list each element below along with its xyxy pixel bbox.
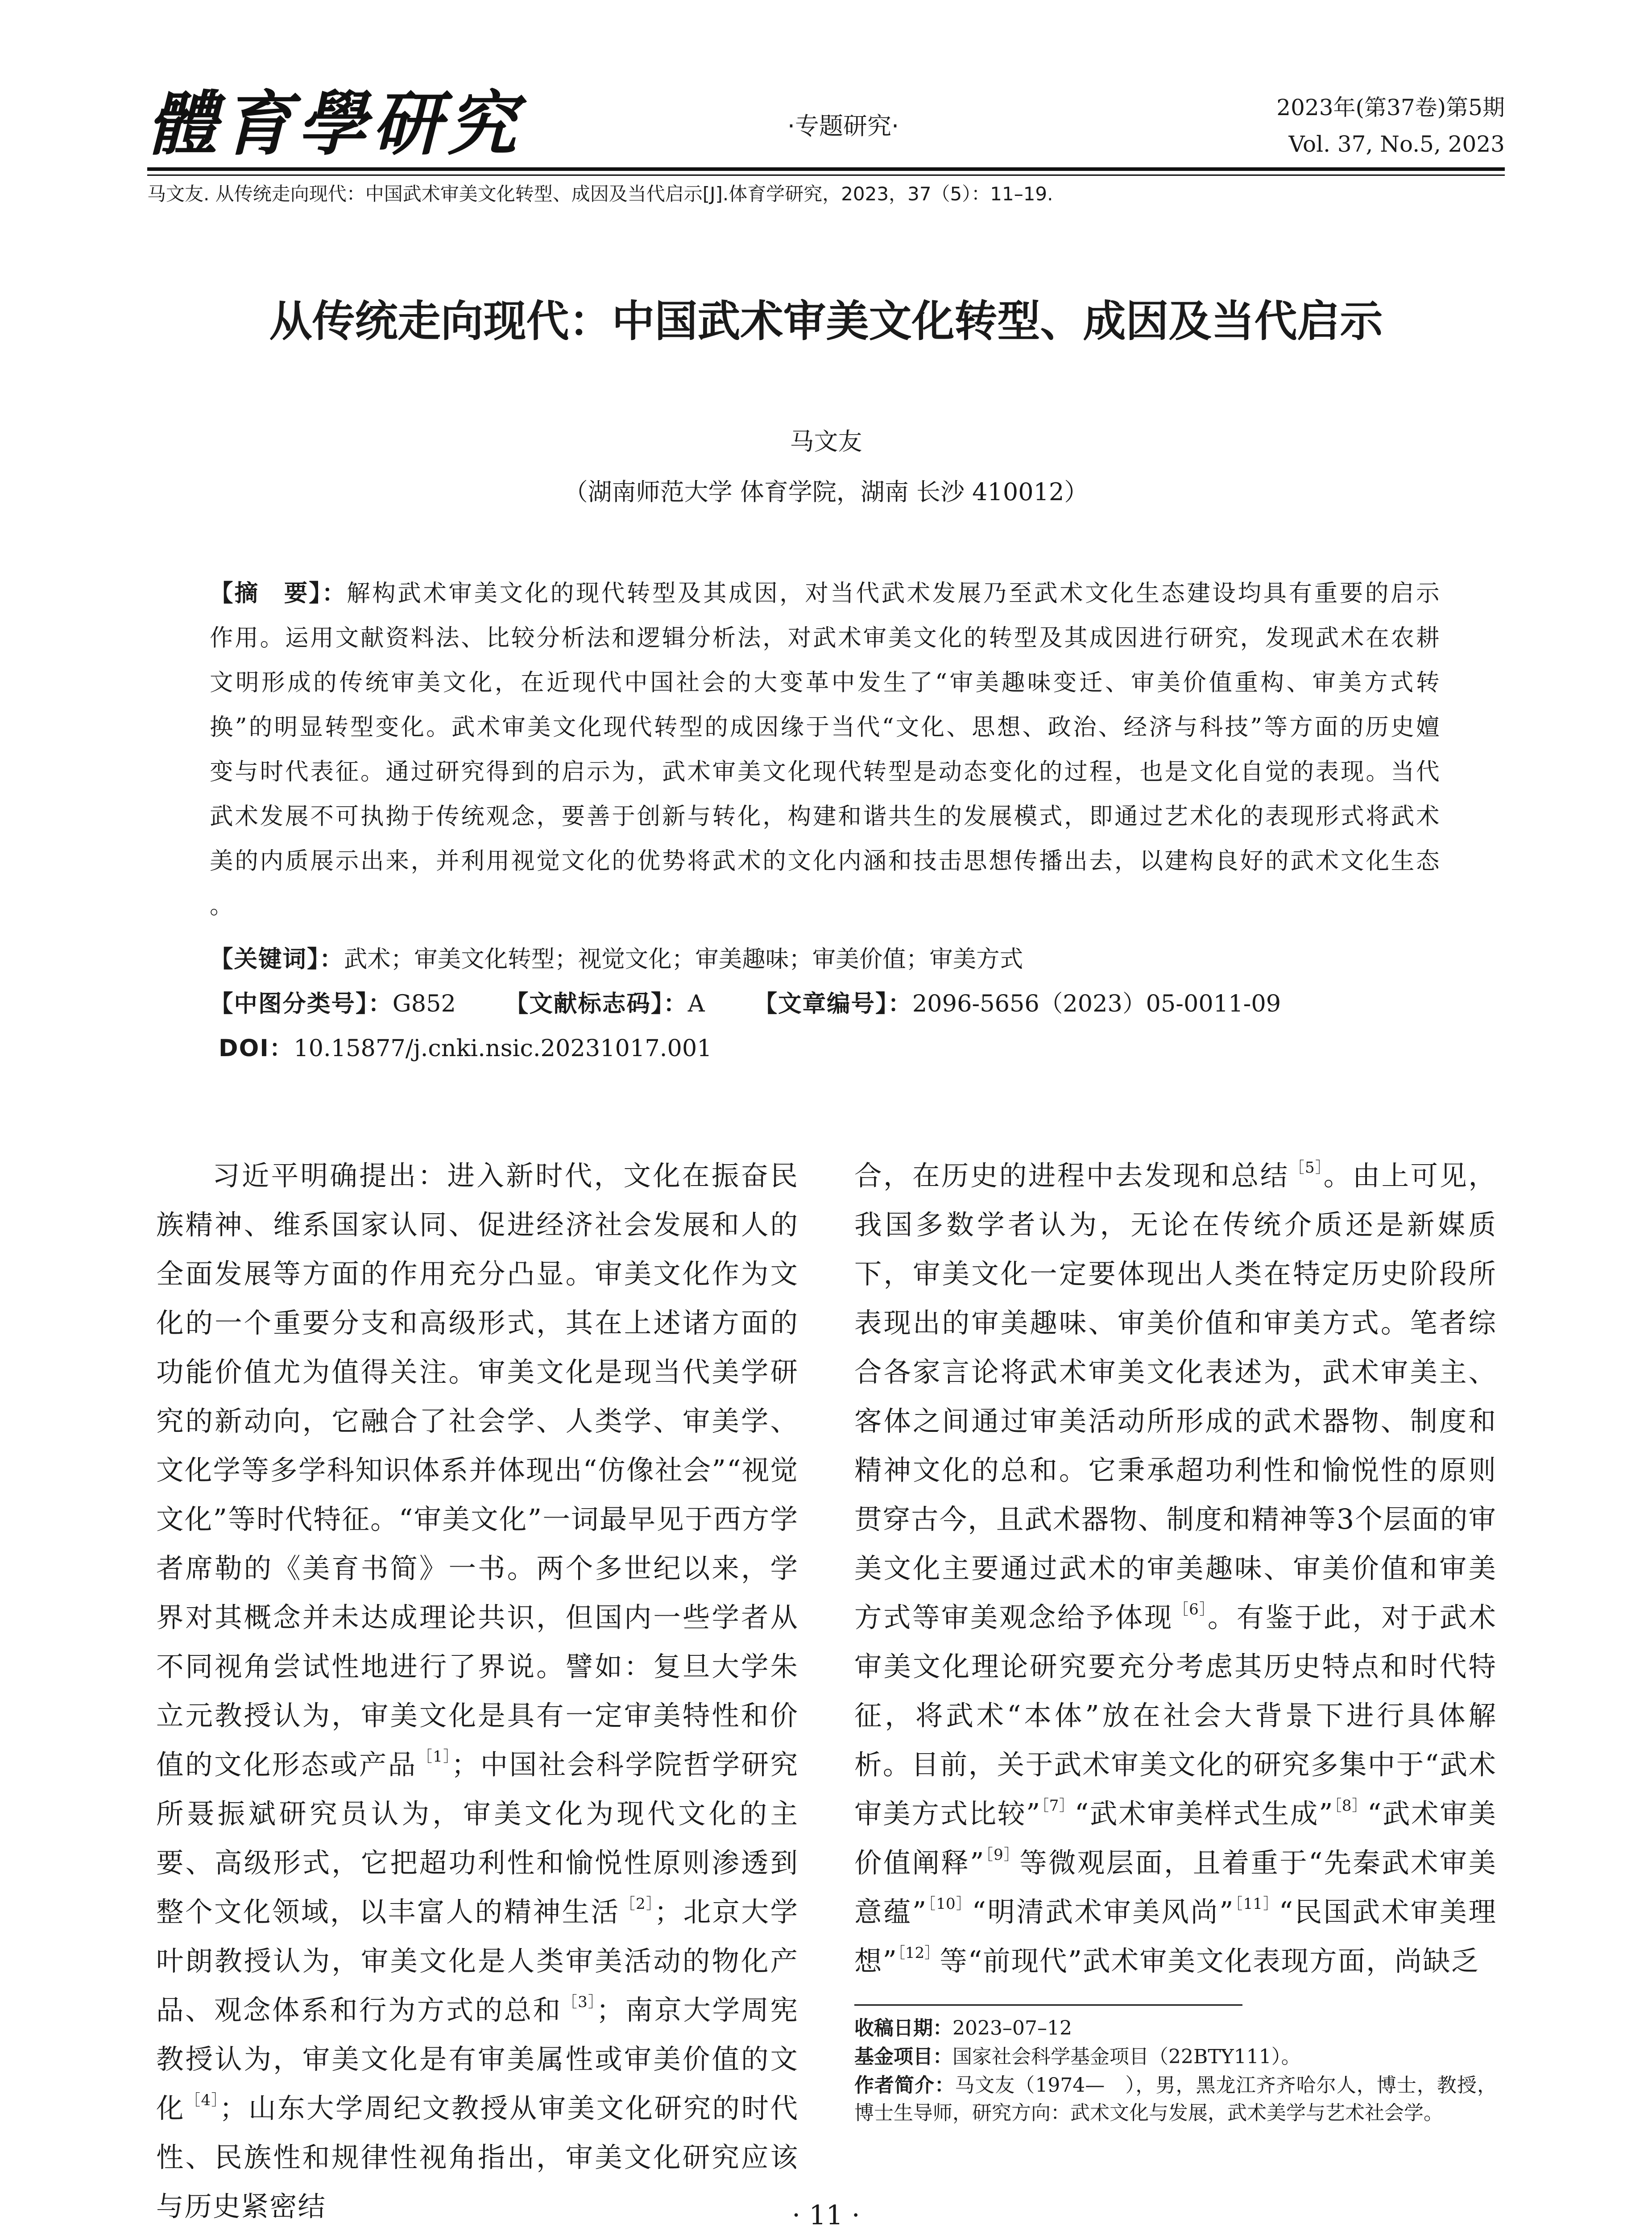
section-tag: ·专题研究·	[787, 112, 899, 140]
body-text: 习近平明确提出：进入新时代，文化在振奋民族精神、维系国家认同、促进经济社会发展和人的全面发展等方面的作用充分凸显。审美文化作为文化的一个重要分支和高级形式，其在上述诸方面的功能价值尤为值得关注。审美文化是现当代美学研究的新动向，它融合了社会学、人类学、审美学、文化学等多学科知识体系并体现出“仿像社会”“视觉文化”等时代特征。“审美文化”一词最早见于西方学者席勒的《美育书简》一书。两个多世纪以来，学界对其概念并未达成理论共识，但国内一些学者从不同视角尝试性地进行了界说。譬如：复旦大学朱立元教授认为，审美文化是具有一定审美特性和价值的文化形态或产品	[156, 1160, 799, 1781]
doi-line	[219, 1026, 1423, 1071]
doc-code-value: A	[687, 990, 705, 1017]
doc-code-label: 【文献标志码】：	[505, 990, 688, 1017]
article-number-label: 【文章编号】：	[754, 990, 912, 1017]
footnote-fund	[854, 2043, 1497, 2071]
footnotes	[854, 2015, 1497, 2128]
journal-logo: 體育學研究	[147, 83, 522, 165]
body-text: 合，在历史的进程中去发现和总结	[854, 1160, 1289, 1192]
issue-info	[1276, 89, 1505, 162]
doi-link[interactable]: 10.15877/j.cnki.nsic.20231017.001	[294, 1035, 712, 1062]
fund-value: 国家社会科学基金项目（22BTY111）。	[952, 2045, 1301, 2068]
header-rule-thin	[147, 174, 1505, 176]
body-text: 等“前现代”武术审美文化表现方面，尚缺乏	[940, 1945, 1480, 1977]
citation-ref[interactable]: ［7］	[1041, 1797, 1075, 1815]
citation-ref[interactable]: ［6］	[1173, 1601, 1208, 1618]
paper-title: 从传统走向现代：中国武术审美文化转型、成因及当代启示	[269, 296, 1383, 346]
footnote-rule	[854, 2004, 1242, 2006]
abstract-label: 【摘 要】：	[210, 580, 347, 607]
body-text: ；山东大学周纪文教授从审美文化研究的时代性、民族性和规律性视角指出，审美文化研究应该与历史紧密结	[156, 2092, 799, 2223]
issue-en: Vol. 37, No.5, 2023	[1288, 131, 1505, 157]
fund-label: 基金项目：	[854, 2045, 952, 2068]
citation-line: 马文友. 从传统走向现代：中国武术审美文化转型、成因及当代启示[J].体育学研究，2023，37（5）：11–19.	[147, 183, 1053, 205]
citation-ref[interactable]: ［9］	[985, 1846, 1020, 1864]
keywords-label: 【关键词】：	[210, 945, 344, 973]
abstract	[210, 571, 1441, 928]
footnote-received	[854, 2015, 1497, 2042]
bio-label: 作者简介：	[854, 2074, 955, 2097]
keywords	[210, 937, 1441, 982]
header-rule	[147, 167, 1505, 171]
citation-ref[interactable]: ［11］	[1234, 1895, 1279, 1913]
citation-ref[interactable]: ［10］	[927, 1895, 972, 1913]
body-text: “明清武术审美风尚”	[972, 1896, 1234, 1928]
body-column-left	[156, 1151, 799, 2231]
body-text: ；中国社会科学院哲学研究所聂振斌研究员认为，审美文化为现代文化的主要、高级形式，它把超功利性和愉悦性原则渗透到整个文化领域，以丰富人的精神生活	[156, 1749, 799, 1928]
citation-ref[interactable]: ［4］	[185, 2091, 220, 2109]
body-text: ；北京大学叶朗教授认为，审美文化是人类审美活动的物化产品、观念体系和行为方式的总和	[156, 1896, 799, 2026]
abstract-text: 解构武术审美文化的现代转型及其成因，对当代武术发展乃至武术文化生态建设均具有重要的启示作用。运用文献资料法、比较分析法和逻辑分析法，对武术审美文化的转型及其成因进行研究，发现武术在农耕文明形成的传统审美文化，在近现代中国社会的大变革中发生了“审美趣味变迁、审美价值重构、审美方式转换”的明显转型变化。武术审美文化现代转型的成因缘于当代“文化、思想、政治、经济与科技”等方面的历史嬗变与时代表征。通过研究得到的启示为，武术审美文化现代转型是动态变化的过程，也是文化自觉的表现。当代武术发展不可执拗于传统观念，要善于创新与转化，构建和谐共生的发展模式，即通过艺术化的表现形式将武术美的内质展示出来，并利用视觉文化的优势将武术的文化内涵和技击思想传播出去，以建构良好的武术文化生态 。	[210, 580, 1441, 919]
body-text: “武术审美价值阐释”	[854, 1798, 1497, 1879]
body-text: 。由上可见，我国多数学者认为，无论在传统介质还是新媒质下，审美文化一定要体现出人类在特定历史阶段所表现出的审美趣味、审美价值和审美方式。笔者综合各家言论将武术审美文化表述为，武术审美主、客体之间通过审美活动所形成的武术器物、制度和精神文化的总和。它秉承超功利性和愉悦性的原则贯穿古今，且武术器物、制度和精神等3个层面的审美文化主要通过武术的审美趣味、审美价值和审美方式等审美观念给予体现	[854, 1160, 1497, 1634]
citation-ref[interactable]: ［1］	[417, 1748, 451, 1766]
clc-label: 【中图分类号】：	[210, 990, 393, 1017]
citation-ref[interactable]: ［3］	[562, 1993, 596, 2011]
bio-value: 马文友（1974— ），男，黑龙江齐齐哈尔人，博士，教授，博士生导师，研究方向：武术文化与发展，武术美学与艺术社会学。	[854, 2074, 1497, 2124]
citation-ref[interactable]: ［12］	[897, 1944, 940, 1962]
article-number-value: 2096-5656（2023）05-0011-09	[912, 990, 1281, 1017]
citation-ref[interactable]: ［8］	[1333, 1797, 1367, 1815]
citation-ref[interactable]: ［5］	[1289, 1159, 1324, 1177]
page-number: · 11 ·	[792, 2200, 860, 2231]
author-affiliation: （湖南师范大学 体育学院，湖南 长沙 410012）	[563, 478, 1089, 506]
keywords-text: 武术；审美文化转型；视觉文化；审美趣味；审美价值；审美方式	[344, 945, 1023, 973]
doi-label: DOI：	[219, 1035, 294, 1062]
footnote-author-bio	[854, 2072, 1497, 2127]
citation-ref[interactable]: ［2］	[620, 1895, 654, 1913]
classification-line	[210, 982, 1441, 1026]
clc-value: G852	[392, 990, 456, 1017]
body-text: 等微观层面，且着重于“先秦武术审美意蕴”	[854, 1847, 1497, 1928]
received-label: 收稿日期：	[854, 2017, 952, 2040]
issue-cn: 2023年(第37卷)第5期	[1276, 95, 1505, 120]
body-text: “民国武术审美理想”	[854, 1896, 1497, 1977]
body-text: 。有鉴于此，对于武术审美文化理论研究要充分考虑其历史特点和时代特征，将武术“本体”放在社会大背景下进行具体解析。目前，关于武术审美文化的研究多集中于“武术审美方式比较”	[854, 1601, 1497, 1830]
author-name: 马文友	[790, 427, 862, 456]
body-text: ；南京大学周宪教授认为，审美文化是有审美属性或审美价值的文化	[156, 1994, 799, 2124]
body-column-right	[854, 1151, 1497, 1986]
received-value: 2023–07–12	[952, 2017, 1072, 2040]
body-text: “武术审美样式生成”	[1074, 1798, 1334, 1830]
